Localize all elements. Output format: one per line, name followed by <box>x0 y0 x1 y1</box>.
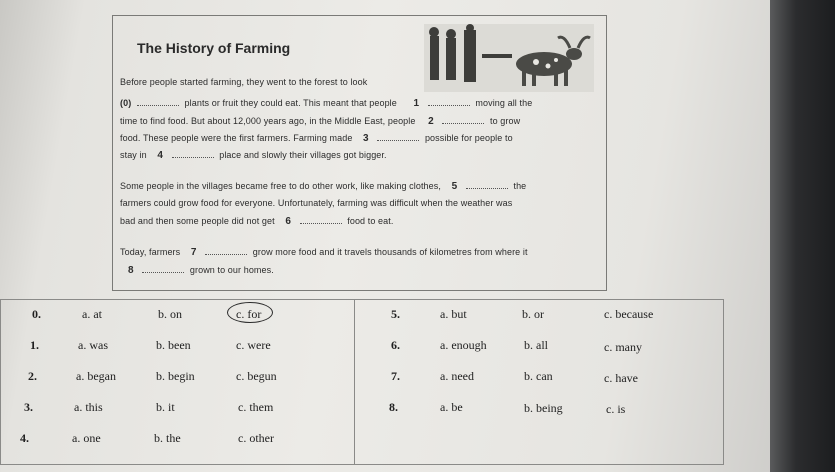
option-4-a[interactable]: a. one <box>72 431 101 445</box>
option-7-a[interactable]: a. need <box>440 369 474 383</box>
option-0-a[interactable]: a. at <box>82 307 102 321</box>
question-number: 2. <box>28 369 37 383</box>
blank-4[interactable] <box>172 149 214 158</box>
passage-text: plants or fruit they could eat. This meant that people <box>184 98 397 108</box>
passage-line-3 <box>120 132 513 144</box>
passage-line-0 <box>120 97 532 109</box>
passage-text: to grow <box>490 116 521 126</box>
option-2-c[interactable]: c. begun <box>236 369 277 383</box>
gap-number-3: 3 <box>363 133 369 144</box>
option-3-b[interactable]: b. it <box>156 400 175 414</box>
question-number: 8. <box>389 400 398 414</box>
passage-line-9 <box>128 264 274 276</box>
gap-number-4: 4 <box>157 150 163 161</box>
gap-number-6: 6 <box>285 216 292 227</box>
option-3-a[interactable]: a. this <box>74 400 103 414</box>
passage-text: bad and then some people did not get <box>120 216 275 226</box>
option-1-c[interactable]: c. were <box>236 338 271 352</box>
blank-2[interactable] <box>442 115 484 124</box>
options-divider <box>354 299 355 465</box>
question-number: 6. <box>391 338 400 352</box>
option-5-b[interactable]: b. or <box>522 307 544 321</box>
option-0-b[interactable]: b. on <box>158 307 182 321</box>
option-4-b[interactable]: b. the <box>154 431 181 445</box>
option-4-c[interactable]: c. other <box>238 431 274 445</box>
option-3-c[interactable]: c. them <box>238 400 274 414</box>
option-1-b[interactable]: b. been <box>156 338 191 352</box>
option-7-b[interactable]: b. can <box>524 369 553 383</box>
passage-line-intro <box>120 77 367 87</box>
blank-3[interactable] <box>377 132 419 141</box>
passage-line-2 <box>120 115 520 127</box>
option-8-c[interactable]: c. is <box>606 402 626 416</box>
question-number: 7. <box>391 369 400 383</box>
passage-text: Before people started farming, they went to the forest to look <box>120 77 368 87</box>
option-2-a[interactable]: a. began <box>76 369 116 383</box>
question-number: 4. <box>20 431 29 445</box>
farming-illustration <box>424 24 594 92</box>
blank-5[interactable] <box>466 180 508 189</box>
option-7-c[interactable]: c. have <box>604 371 638 385</box>
passage-text: grown to our homes. <box>189 265 274 275</box>
passage-line-5 <box>120 180 526 192</box>
option-6-a[interactable]: a. enough <box>440 338 487 352</box>
option-6-c[interactable]: c. many <box>604 340 642 354</box>
blank-7[interactable] <box>205 246 247 255</box>
option-0-c[interactable]: c. for <box>236 307 262 321</box>
passage-text: food. These people were the first farmers. Farming made <box>120 133 353 143</box>
passage-line-7 <box>120 215 393 227</box>
option-8-b[interactable]: b. being <box>524 401 563 415</box>
dark-background-edge <box>770 0 835 472</box>
option-1-a[interactable]: a. was <box>78 338 108 352</box>
option-5-a[interactable]: a. but <box>440 307 467 321</box>
passage-text: time to find food. But about 12,000 years ago, in the Middle East, people <box>120 116 416 126</box>
blank-8[interactable] <box>142 264 184 273</box>
passage-text: stay in <box>120 150 147 160</box>
passage-text: place and slowly their villages got bigger. <box>219 150 387 160</box>
passage-line-4 <box>120 149 387 161</box>
option-2-b[interactable]: b. begin <box>156 369 195 383</box>
gap-number-5: 5 <box>451 181 458 192</box>
gap-number-2: 2 <box>428 116 434 127</box>
gap-number-1: 1 <box>413 98 420 109</box>
question-number: 5. <box>391 307 400 321</box>
option-5-c[interactable]: c. because <box>604 307 654 321</box>
gap-number-7: 7 <box>190 247 197 258</box>
example-marker: (0) <box>120 98 132 108</box>
passage-text: Today, farmers <box>120 247 181 257</box>
passage-line-8 <box>120 246 528 258</box>
option-8-a[interactable]: a. be <box>440 400 463 414</box>
option-6-b[interactable]: b. all <box>524 338 548 352</box>
question-number: 0. <box>32 307 41 321</box>
gap-number-8: 8 <box>128 265 134 276</box>
blank-1[interactable] <box>428 97 470 106</box>
passage-text: grow more food and it travels thousands of kilometres from where it <box>252 247 528 257</box>
passage-text: Some people in the villages became free to do other work, like making clothes, <box>120 181 441 191</box>
question-number: 3. <box>24 400 33 414</box>
blank-0[interactable] <box>137 97 179 106</box>
passage-title: The History of Farming <box>137 40 291 56</box>
passage-line-6 <box>120 198 512 208</box>
question-number: 1. <box>30 338 39 352</box>
passage-text: possible for people to <box>424 133 513 143</box>
blank-6[interactable] <box>300 215 342 224</box>
passage-text: farmers could grow food for everyone. Unfortunately, farming was difficult when the weather was <box>120 198 513 208</box>
passage-text: the <box>513 181 527 191</box>
passage-text: food to eat. <box>347 216 394 226</box>
passage-text: moving all the <box>475 98 533 108</box>
